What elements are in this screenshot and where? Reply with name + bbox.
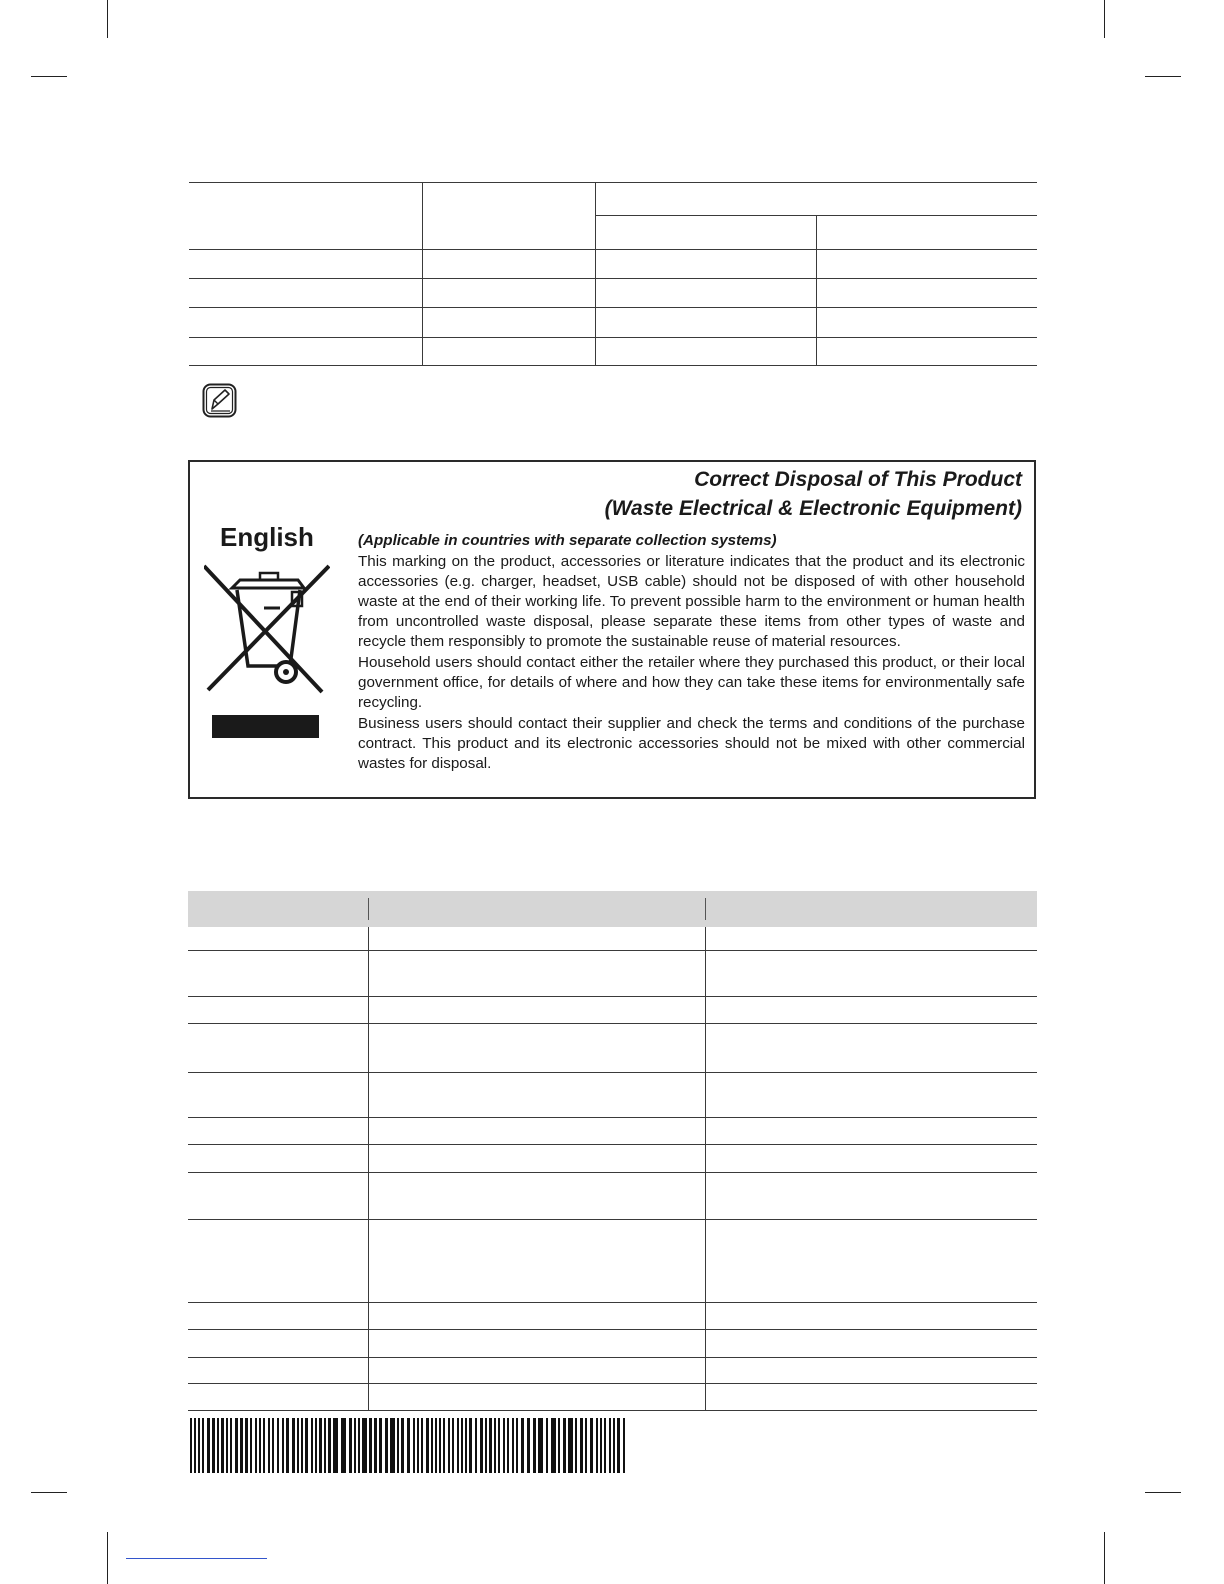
crop-mark-top-right-vertical — [1104, 0, 1105, 38]
crop-mark-top-left-horizontal — [31, 76, 67, 77]
bottom-table-header-divider — [368, 898, 369, 920]
barcode-bar — [194, 1418, 196, 1473]
barcode-bar — [431, 1418, 433, 1473]
barcode-bar — [212, 1418, 215, 1473]
crossed-out-wheelie-bin-icon — [204, 562, 330, 694]
barcode-bar — [413, 1418, 415, 1473]
barcode-bar — [263, 1418, 265, 1473]
barcode-bar — [533, 1418, 536, 1473]
barcode-bar — [448, 1418, 450, 1473]
barcode-bar — [235, 1418, 238, 1473]
barcode-bar — [498, 1418, 500, 1473]
bottom-table-rule — [188, 1410, 1037, 1411]
language-label: English — [220, 522, 314, 552]
barcode-bar — [600, 1418, 602, 1473]
bottom-table-header — [188, 891, 1037, 927]
barcode-bar — [435, 1418, 437, 1473]
barcode-bar — [585, 1418, 587, 1473]
barcode-bar — [521, 1418, 524, 1473]
top-table-rule — [189, 337, 1037, 338]
barcode-bar — [421, 1418, 423, 1473]
bottom-table-rule — [188, 1383, 1037, 1384]
barcode-bar — [198, 1418, 200, 1473]
barcode-bar — [575, 1418, 577, 1473]
barcode-bar — [426, 1418, 429, 1473]
crop-mark-top-left-vertical — [107, 0, 108, 38]
barcode-bar — [465, 1418, 467, 1473]
barcode-bar — [328, 1418, 331, 1473]
barcode-bar — [354, 1418, 356, 1473]
note-pencil-icon — [202, 383, 237, 418]
barcode-bar — [439, 1418, 441, 1473]
weee-paragraph-2: Household users should contact either the retailer where they purchased this product, or their local government office, for details of where and how they can take these items for environmentally safe recycling. — [358, 654, 1025, 711]
barcode-bar — [546, 1418, 548, 1473]
barcode-bar — [190, 1418, 192, 1473]
top-table-rule — [189, 307, 1037, 308]
barcode-bar — [221, 1418, 224, 1473]
barcode-bar — [609, 1418, 611, 1473]
crop-mark-bottom-right-horizontal — [1145, 1492, 1181, 1493]
bottom-table-rule — [188, 1144, 1037, 1145]
barcode-bar — [297, 1418, 299, 1473]
barcode-bar — [385, 1418, 388, 1473]
barcode-bar — [401, 1418, 404, 1473]
barcode-bar — [282, 1418, 284, 1473]
bottom-table-rule — [188, 950, 1037, 951]
barcode-bar — [362, 1418, 367, 1473]
barcode-bar — [452, 1418, 454, 1473]
barcode-bar — [226, 1418, 228, 1473]
bottom-table-rule — [188, 1072, 1037, 1073]
top-table-divider — [816, 215, 817, 365]
barcode-bar — [202, 1418, 204, 1473]
bottom-table-divider — [705, 927, 706, 1411]
barcode-bar — [417, 1418, 419, 1473]
barcode-bar — [563, 1418, 566, 1473]
barcode-bar — [512, 1418, 514, 1473]
bottom-table-rule — [188, 1219, 1037, 1220]
barcode-bar — [319, 1418, 322, 1473]
barcode-bar — [341, 1418, 346, 1473]
weee-subtitle: (Applicable in countries with separate collection systems) — [358, 532, 777, 549]
crop-mark-bottom-right-vertical — [1104, 1532, 1105, 1584]
top-table-rule — [189, 182, 1037, 183]
crop-mark-top-right-horizontal — [1145, 76, 1181, 77]
barcode-bar — [613, 1418, 615, 1473]
barcode-bar — [551, 1418, 556, 1473]
crop-mark-bottom-left-horizontal — [31, 1492, 67, 1493]
weee-paragraph-1: This marking on the product, accessories or literature indicates that the product and its electronic accessories (e.g. charger, headset, USB cable) should not be disposed of with other household waste at the end of their working life. To prevent possible harm to the environment or human health from uncontrolled waste disposal, please separate these items from other types of waste and recycle them responsibly to promote the sustainable reuse of material resources. — [358, 553, 1025, 650]
barcode-bar — [407, 1418, 410, 1473]
barcode-bar — [516, 1418, 518, 1473]
bottom-table-header-divider — [705, 898, 706, 920]
barcode-bar — [558, 1418, 560, 1473]
bottom-table-rule — [188, 996, 1037, 997]
barcode-bar — [240, 1418, 243, 1473]
weee-title-line1: Correct Disposal of This Product — [694, 468, 1022, 491]
barcode-bar — [604, 1418, 606, 1473]
barcode-bar — [305, 1418, 308, 1473]
barcode-bar — [315, 1418, 317, 1473]
barcode-bar — [527, 1418, 530, 1473]
barcode-bar — [443, 1418, 445, 1473]
top-table-divider — [595, 182, 596, 365]
barcode-bar — [503, 1418, 505, 1473]
barcode-bar — [255, 1418, 257, 1473]
barcode-bar — [374, 1418, 377, 1473]
barcode-bar — [358, 1418, 360, 1473]
barcode-bar — [480, 1418, 483, 1473]
barcode-bar — [245, 1418, 248, 1473]
bottom-table-rule — [188, 1302, 1037, 1303]
barcode-bar — [390, 1418, 395, 1473]
weee-disposal-box — [188, 460, 1036, 799]
barcode-bar — [250, 1418, 252, 1473]
top-table-rule — [189, 365, 1037, 366]
barcode-bar — [617, 1418, 620, 1473]
barcode-bar — [311, 1418, 313, 1473]
barcode-bar — [596, 1418, 598, 1473]
barcode-bar — [538, 1418, 543, 1473]
barcode-icon — [190, 1418, 630, 1474]
barcode-bar — [397, 1418, 399, 1473]
bottom-table-rule — [188, 1357, 1037, 1358]
barcode-bar — [623, 1418, 625, 1473]
barcode-bar — [268, 1418, 270, 1473]
barcode-bar — [369, 1418, 372, 1473]
weee-body — [358, 531, 1025, 775]
weee-paragraph-3: Business users should contact their supplier and check the terms and conditions of the purchase contract. This product and its electronic accessories should not be mixed with other commercial wastes for disposal. — [358, 715, 1025, 772]
barcode-bar — [489, 1418, 492, 1473]
bottom-table-rule — [188, 1172, 1037, 1173]
barcode-bar — [324, 1418, 326, 1473]
weee-black-bar — [212, 715, 319, 738]
barcode-bar — [457, 1418, 459, 1473]
barcode-bar — [379, 1418, 382, 1473]
barcode-bar — [485, 1418, 487, 1473]
weee-title-line2: (Waste Electrical & Electronic Equipment) — [604, 497, 1022, 520]
barcode-bar — [277, 1418, 279, 1473]
bottom-table-divider — [368, 927, 369, 1411]
barcode-bar — [207, 1418, 210, 1473]
barcode-bar — [259, 1418, 261, 1473]
barcode-bar — [568, 1418, 573, 1473]
top-table-rule — [189, 278, 1037, 279]
barcode-bar — [217, 1418, 219, 1473]
crop-mark-bottom-left-vertical — [107, 1532, 108, 1584]
barcode-bar — [590, 1418, 593, 1473]
barcode-bar — [507, 1418, 509, 1473]
barcode-bar — [461, 1418, 463, 1473]
barcode-bar — [272, 1418, 274, 1473]
barcode-bar — [230, 1418, 232, 1473]
link-underline — [126, 1558, 267, 1559]
bottom-table-rule — [188, 1117, 1037, 1118]
bottom-table-rule — [188, 1329, 1037, 1330]
barcode-bar — [333, 1418, 338, 1473]
barcode-bar — [494, 1418, 496, 1473]
barcode-bar — [475, 1418, 477, 1473]
barcode-bar — [469, 1418, 472, 1473]
top-table-divider — [422, 182, 423, 365]
top-table-rule — [189, 249, 1037, 250]
bottom-table-rule — [188, 1023, 1037, 1024]
barcode-bar — [349, 1418, 352, 1473]
barcode-bar — [286, 1418, 289, 1473]
barcode-bar — [292, 1418, 295, 1473]
barcode-bar — [301, 1418, 303, 1473]
barcode-bar — [580, 1418, 583, 1473]
